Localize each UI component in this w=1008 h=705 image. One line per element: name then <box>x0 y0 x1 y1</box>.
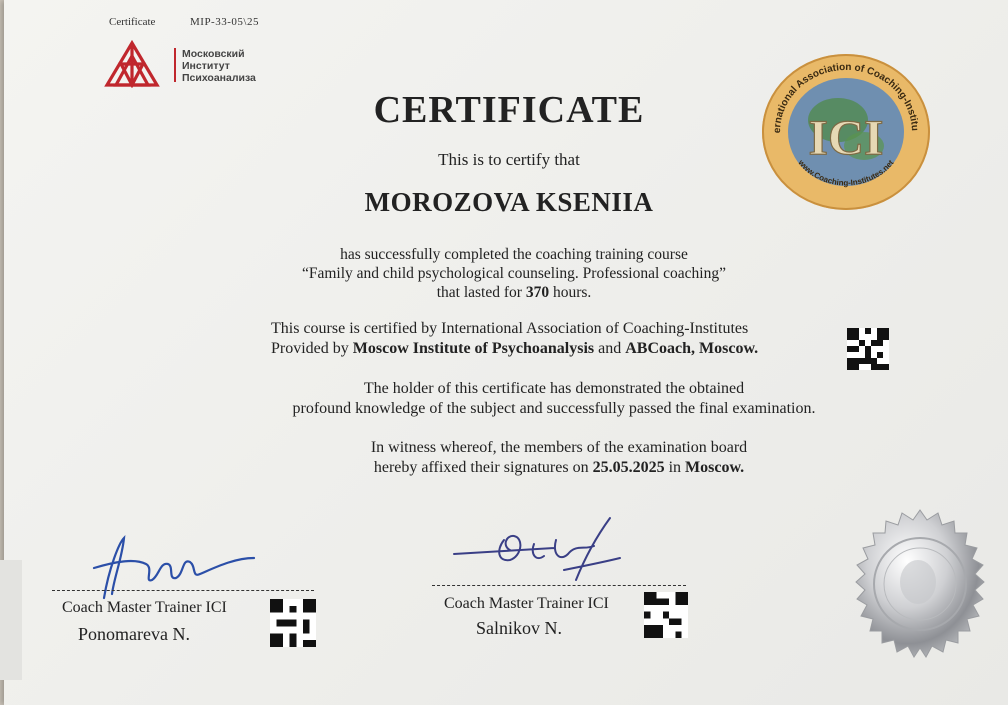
provider-name: ABCoach, Moscow. <box>625 340 759 357</box>
signature-line <box>52 590 314 591</box>
holder-line: The holder of this certificate has demonstrated the obtained <box>363 380 745 397</box>
certification-block <box>271 319 851 359</box>
institute-name-line: Институт <box>182 60 230 72</box>
witness-in: in <box>664 459 686 476</box>
duration-suffix: hours. <box>549 284 592 301</box>
witness-line: In witness whereof, the members of the examination board <box>370 439 748 456</box>
signatory-name: Ponomareva N. <box>78 624 190 644</box>
certificate-number: МIP-33-05\25 <box>190 16 259 28</box>
course-name: “Family and child psychological counseling. Professional coaching” <box>302 265 726 282</box>
course-line: has successfully completed the coaching training course <box>340 246 688 263</box>
signature-salnikov <box>444 510 644 595</box>
certificate-title: CERTIFICATE <box>373 89 645 131</box>
signatory-title: Coach Master Trainer ICI <box>62 599 227 616</box>
provider-prefix: Provided by <box>271 340 353 357</box>
silver-seal-icon <box>840 508 1000 679</box>
certificate-sheet <box>4 0 1008 705</box>
qr-code-icon <box>644 592 688 643</box>
provider-name: Moscow Institute of Psychoanalysis <box>352 340 595 357</box>
seal-center-text: ICI <box>808 109 884 165</box>
institute-name-line: Московский <box>182 48 245 60</box>
seal-url-text: www.Coaching-Institutes.net <box>796 158 896 188</box>
witness-prefix: hereby affixed their signatures on <box>373 459 593 476</box>
institute-name <box>182 48 256 84</box>
duration-prefix: that lasted for <box>436 284 526 301</box>
signature-line <box>432 585 686 586</box>
course-hours: 370 <box>525 284 550 301</box>
ici-seal-icon <box>760 52 932 217</box>
recipient-name: MOROZOVA KSENIIA <box>364 187 654 217</box>
certificate-label: Certificate <box>109 16 156 28</box>
signatory-name: Salnikov N. <box>476 618 563 638</box>
signature-date: 25.05.2025 <box>592 459 665 476</box>
institute-logo-icon <box>104 40 160 93</box>
provider-line <box>271 339 851 359</box>
qr-code-icon <box>847 328 889 375</box>
witness-statement <box>254 438 864 478</box>
certified-line: This course is certified by International Association of Coaching-Institutes <box>271 320 749 337</box>
logo-divider <box>174 48 176 82</box>
signatory-title: Coach Master Trainer ICI <box>444 595 609 612</box>
course-description <box>224 245 804 302</box>
certify-line: This is to certify that <box>438 150 580 169</box>
witness-line <box>254 458 864 478</box>
course-duration <box>224 283 804 302</box>
qr-code-icon <box>270 599 316 652</box>
page-edge <box>0 560 22 680</box>
provider-and: and <box>594 340 626 357</box>
institute-name-line: Психоанализа <box>182 72 256 84</box>
holder-line: profound knowledge of the subject and successfully passed the final examination. <box>292 400 816 417</box>
seal-ring-text: ernational Association of Coaching-Institu <box>771 61 921 134</box>
signature-city: Moscow. <box>685 459 745 476</box>
holder-statement <box>204 379 904 419</box>
